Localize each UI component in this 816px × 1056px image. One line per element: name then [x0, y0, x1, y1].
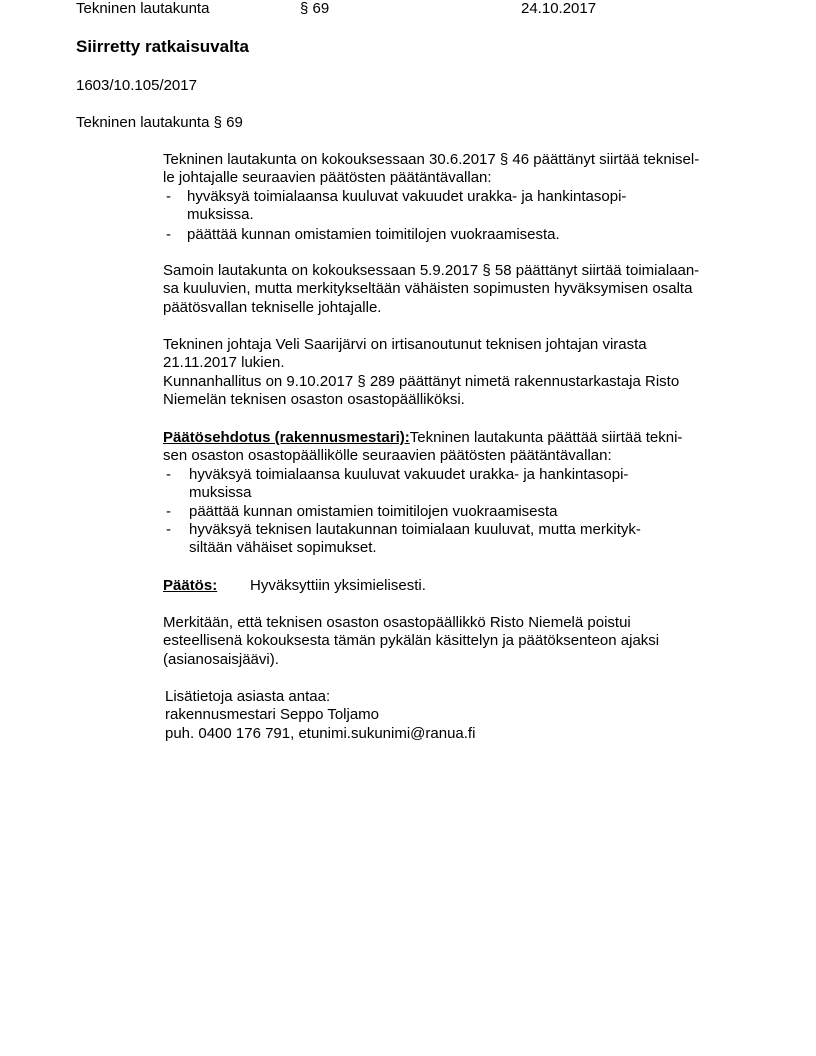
para2-line: sa kuuluvien, mutta merkitykseltään vähäisten sopimusten hyväksymisen osalta	[163, 280, 693, 297]
list-item: muksissa	[189, 484, 252, 501]
list-item: päättää kunnan omistamien toimitilojen vuokraamisesta.	[187, 226, 560, 243]
page-title: Siirretty ratkaisuvalta	[76, 37, 249, 56]
proposal-line	[163, 429, 682, 447]
contact-line: puh. 0400 176 791, etunimi.sukunimi@ranua.fi	[165, 725, 476, 742]
list-item: hyväksyä toimialaansa kuuluvat vakuudet urakka- ja hankintasopi-	[189, 466, 629, 483]
para2-line: päätösvallan tekniselle johtajalle.	[163, 299, 382, 316]
para4-line: (asianosaisjäävi).	[163, 651, 279, 668]
para4-line: esteellisenä kokouksesta tämän pykälän käsittelyn ja päätöksenteon ajaksi	[163, 632, 660, 649]
bullet-mark: -	[166, 503, 171, 520]
board-reference: Tekninen lautakunta § 69	[76, 114, 243, 131]
decision-label: Päätös:	[163, 577, 218, 594]
proposal-label: Päätösehdotus (rakennusmestari):	[163, 429, 410, 446]
contact-line: rakennusmestari Seppo Toljamo	[165, 706, 380, 723]
contact-line: Lisätietoja asiasta antaa:	[165, 688, 331, 705]
para1-line: le johtajalle seuraavien päätösten päätäntävallan:	[163, 169, 492, 186]
para3-line: Niemelän teknisen osaston osastopäälliköksi.	[163, 391, 465, 408]
header-section: § 69	[300, 0, 330, 17]
para4-line: Merkitään, että teknisen osaston osastopäällikkö Risto Niemelä poistui	[163, 614, 631, 631]
header-board: Tekninen lautakunta	[76, 0, 210, 17]
decision-text: Hyväksyttiin yksimielisesti.	[250, 577, 426, 594]
para3-line: Kunnanhallitus on 9.10.2017 § 289 päättänyt nimetä rakennustarkastaja Risto	[163, 373, 680, 390]
list-item: hyväksyä teknisen lautakunnan toimialaan kuuluvat, mutta merkityk-	[189, 521, 641, 538]
para1-line: Tekninen lautakunta on kokouksessaan 30.6.2017 § 46 päättänyt siirtää teknisel-	[163, 151, 700, 168]
bullet-mark: -	[166, 466, 171, 483]
proposal-text: Tekninen lautakunta päättää siirtää tekni-	[409, 429, 683, 446]
list-item: hyväksyä toimialaansa kuuluvat vakuudet urakka- ja hankintasopi-	[187, 188, 627, 205]
bullet-mark: -	[166, 226, 171, 243]
reference-number: 1603/10.105/2017	[76, 77, 197, 94]
list-item: muksissa.	[187, 206, 254, 223]
list-item: päättää kunnan omistamien toimitilojen vuokraamisesta	[189, 503, 558, 520]
para3-line: Tekninen johtaja Veli Saarijärvi on irtisanoutunut teknisen johtajan virasta	[163, 336, 647, 353]
bullet-mark: -	[166, 188, 171, 205]
list-item: siltään vähäiset sopimukset.	[189, 539, 377, 556]
bullet-mark: -	[166, 521, 171, 538]
header-date: 24.10.2017	[521, 0, 597, 17]
proposal-line: sen osaston osastopäällikölle seuraavien päätösten päätäntävallan:	[163, 447, 612, 464]
para3-line: 21.11.2017 lukien.	[163, 354, 285, 371]
para2-line: Samoin lautakunta on kokouksessaan 5.9.2017 § 58 päättänyt siirtää toimialaan-	[163, 262, 700, 279]
